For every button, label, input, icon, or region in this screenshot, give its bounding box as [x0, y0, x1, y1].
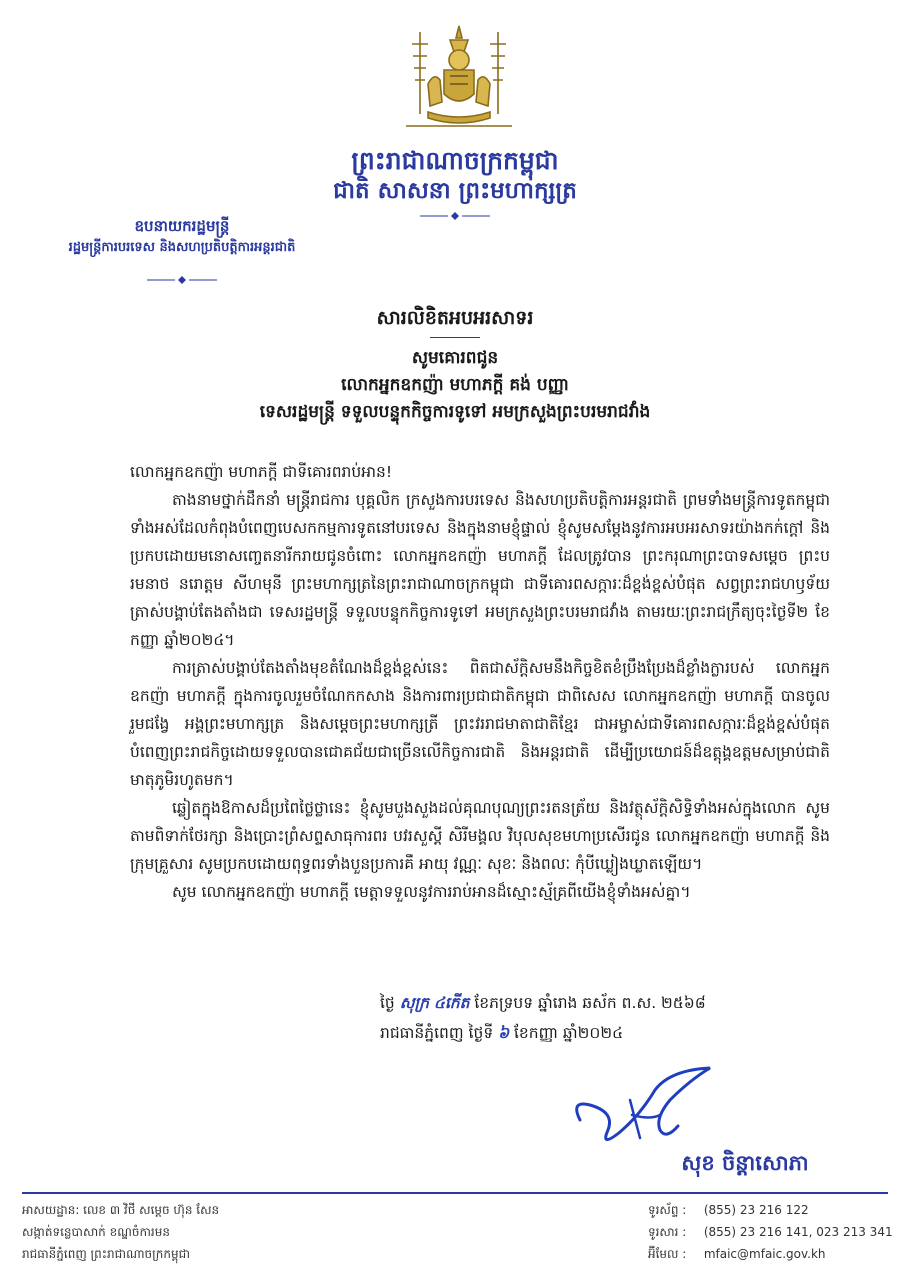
- fax-label: ទូរសារ :: [648, 1225, 687, 1239]
- letter-body: [130, 458, 830, 906]
- phone-value: (855) 23 216 122: [703, 1203, 809, 1217]
- national-motto: ជាតិ សាសនា ព្រះមហាក្សត្រ: [333, 178, 577, 204]
- paragraph-2: ការត្រាស់បង្គាប់តែងតាំងមុខតំណែងដ៏ខ្ពង់ខ្ពស់នេះ ពិតជាស័ក្តិសមនឹងកិច្ចខិតខំប្រឹងប្រែងដ៏ខ្លាំងក្លារបស់ លោកអ្នកឧកញ៉ា មហាភក្តី ក្នុងការចូលរួមចំណែកកសាង និងការពារប្រជាជាតិកម្ពុជា ជាពិសេស លោកអ្នកឧកញ៉ា មហាភក្តី បានចូលរួមជង្វែ អង្គព្រះមហាក្សត្រ និងសម្តេចព្រះមហាក្សត្រី ព្រះវររាជមាតាជាតិខ្មែរ ជាអម្ចាស់ជាទីគោរពសក្ការៈដ៏ខ្ពង់ខ្ពស់បំផុត បំពេញព្រះរាជកិច្ចដោយទទួលបានជោគជ័យជាច្រើនលើកិច្ចការជាតិ និងអន្តរជាតិ ដើម្បីប្រយោជន៍ដ៏ឧត្តុង្គឧត្តមសម្រាប់ជាតិមាតុភូមិរហូតមក។: [130, 659, 830, 789]
- date-block: [380, 988, 840, 1048]
- royal-emblem-icon: [398, 22, 520, 134]
- lunar-date-suffix: ខែភទ្របទ ឆ្នាំរោង ឆស័ក ព.ស. ២៥៦៨: [474, 994, 706, 1012]
- addressee-name: លោកអ្នកឧកញ៉ា មហាភក្តី គង់ បញ្ញា: [341, 375, 569, 395]
- email-value: mfaic@mfaic.gov.kh: [703, 1247, 826, 1261]
- paragraph-3: ឆ្លៀតក្នុងឱកាសដ៏ប្រពៃថ្លៃថ្លានេះ ខ្ញុំសូមបួងសួងដល់គុណបុណ្យព្រះរតនត្រ័យ និងវត្ថុស័ក្តិសិទ្ធិទាំងអស់ក្នុងលោក សូមតាមពិទាក់ថែរក្សា និងប្រោះព្រំសព្ទសាធុការពរ បវរសួស្តី សិរីមង្គល វិបុលសុខមហាប្រសើរជូន លោកអ្នកឧកញ៉ា មហាភក្តី និងក្រុមគ្រួសារ សូមប្រកបដោយពុទ្ធពរទាំងបួនប្រការគឺ អាយុ វណ្ណៈ សុខៈ និងពលៈ កុំបីឃ្លៀងឃ្លាតឡើយ។: [130, 799, 830, 873]
- phone-row: [648, 1199, 898, 1221]
- address-line-2: សង្កាត់ទន្លេបាសាក់ ខណ្ឌចំការមន: [22, 1225, 170, 1239]
- office-ministry: រដ្ឋមន្ត្រីការបរទេស និងសហប្រតិបត្តិការអន្តរជាតិ: [68, 240, 296, 255]
- address-line-1: អាសយដ្ឋាន: លេខ ៣ វិថី សម្តេច ហ៊ុន សែន: [22, 1203, 220, 1217]
- kingdom-ornament-icon: [420, 211, 490, 221]
- closing-line: សូម លោកអ្នកឧកញ៉ា មហាភក្តី មេត្តាទទួលនូវការរាប់អានដ៏ស្មោះស្ម័គ្រពីយើងខ្ញុំទាំងអស់គ្នា។: [172, 883, 691, 901]
- letter-title: សារលិខិតអបអរសាទរ: [376, 307, 534, 329]
- addressee-block: [130, 345, 780, 426]
- kingdom-heading: [200, 146, 710, 206]
- lunar-date-prefix: ថ្ងៃ: [380, 994, 395, 1012]
- email-label: អ៊ីមែល :: [648, 1247, 687, 1261]
- addressee-greeting: សូមគោរពជូន: [411, 348, 499, 368]
- issuing-office: [22, 215, 342, 259]
- lunar-date: [380, 988, 840, 1018]
- handwritten-day: ៦: [498, 1023, 510, 1042]
- footer-address: [22, 1199, 542, 1265]
- email-row: [648, 1243, 898, 1265]
- paragraph-1: តាងនាមថ្នាក់ដឹកនាំ មន្ត្រីរាជការ បុគ្គលិក ក្រសួងការបរទេស និងសហប្រតិបត្តិការអន្តរជាតិ ព្រមទាំងមន្ត្រីការទូតកម្ពុជាទាំងអស់ដែលកំពុងបំពេញបេសកកម្មការទូតនៅបរទេស និងក្នុងនាមខ្ញុំផ្ទាល់ ខ្ញុំសូមសម្តែងនូវការអបអរសាទរយ៉ាងកក់ក្តៅ និងប្រកបដោយមនោសញ្ចេតនារីករាយជូនចំពោះ លោកអ្នកឧកញ៉ា មហាភក្តី ដែលត្រូវបាន ព្រះករុណាព្រះបាទសម្តេច ព្រះបរមនាថ នរោត្តម សីហមុនី ព្រះមហាក្សត្រនៃព្រះរាជាណាចក្រកម្ពុជា ជាទីគោរពសក្ការៈដ៏ខ្ពង់ខ្ពស់បំផុត សព្វព្រះរាជហឫទ័យត្រាស់បង្គាប់តែងតាំងជា ទេសរដ្ឋមន្ត្រី ទទួលបន្ទុកកិច្ចការទូទៅ អមក្រសួងព្រះបរមរាជវាំង តាមរយៈព្រះរាជក្រឹត្យចុះថ្ងៃទី២ ខែកញ្ញា ឆ្នាំ២០២៤។: [130, 491, 830, 649]
- office-title: ឧបនាយករដ្ឋមន្ត្រី: [134, 217, 230, 235]
- footer-contact: [648, 1199, 898, 1265]
- title-divider: [430, 337, 480, 338]
- handwritten-lunar-day: ៤កើត: [433, 993, 470, 1012]
- office-ornament-icon: [147, 275, 217, 285]
- signer-name: សុខ ចិន្តាសោភា: [681, 1151, 809, 1175]
- addressee-position: ទេសរដ្ឋមន្ត្រី ទទួលបន្ទុកកិច្ចការទូទៅ អមក្រសួងព្រះបរមរាជវាំង: [259, 402, 651, 422]
- solar-date-suffix: ខែកញ្ញា ឆ្នាំ២០២៤: [514, 1024, 624, 1042]
- salutation: លោកអ្នកឧកញ៉ា មហាភក្តី ជាទីគោរពរាប់អាន!: [130, 463, 393, 481]
- address-line-3: រាជធានីភ្នំពេញ ព្រះរាជាណាចក្រកម្ពុជា: [22, 1247, 190, 1261]
- handwritten-weekday: សុក្រ: [399, 993, 429, 1012]
- solar-date-prefix: រាជធានីភ្នំពេញ ថ្ងៃទី: [380, 1024, 494, 1042]
- signature-icon: [560, 1060, 730, 1155]
- footer-divider: [22, 1192, 888, 1194]
- fax-row: [648, 1221, 898, 1243]
- fax-value: (855) 23 216 141, 023 213 341: [703, 1225, 893, 1239]
- solar-date: [380, 1018, 840, 1048]
- phone-label: ទូរស័ព្ទ :: [648, 1203, 687, 1217]
- kingdom-name: ព្រះរាជាណាចក្រកម្ពុជា: [351, 146, 559, 175]
